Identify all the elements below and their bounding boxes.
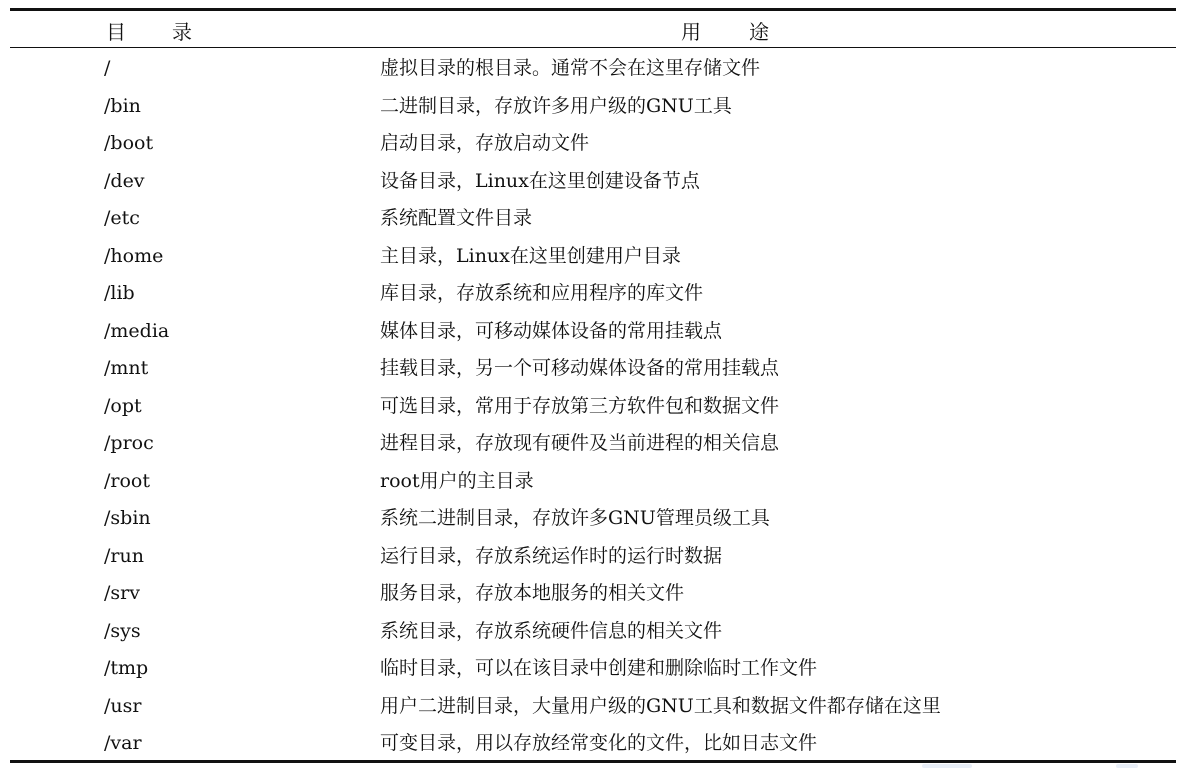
directory-cell: /proc bbox=[104, 432, 154, 454]
usage-cell: 二进制目录，存放许多用户级的GNU工具 bbox=[380, 94, 732, 117]
directory-cell: / bbox=[104, 57, 111, 79]
directory-cell: /run bbox=[104, 544, 144, 567]
usage-cell: root用户的主目录 bbox=[380, 469, 534, 492]
table-row bbox=[10, 538, 1176, 576]
table-header-rule bbox=[10, 47, 1176, 48]
directory-cell: /boot bbox=[104, 132, 154, 154]
header-usage: 用途 bbox=[681, 20, 817, 44]
usage-cell: 设备目录，Linux在这里创建设备节点 bbox=[380, 169, 700, 192]
table-row bbox=[10, 350, 1176, 388]
directory-cell: /sys bbox=[104, 619, 141, 642]
directory-cell: /home bbox=[104, 244, 164, 267]
usage-cell: 系统二进制目录，存放许多GNU管理员级工具 bbox=[380, 507, 770, 529]
directory-cell: /dev bbox=[104, 169, 145, 192]
table-row bbox=[10, 275, 1176, 313]
table-body bbox=[10, 50, 1176, 763]
table-header bbox=[10, 12, 1176, 46]
usage-cell: 库目录，存放系统和应用程序的库文件 bbox=[380, 282, 704, 304]
header-directory: 目录 bbox=[106, 20, 238, 44]
usage-cell: 用户二进制目录，大量用户级的GNU工具和数据文件都存储在这里 bbox=[380, 694, 941, 717]
usage-cell: 虚拟目录的根目录。通常不会在这里存储文件 bbox=[380, 57, 761, 79]
directory-cell: /mnt bbox=[104, 357, 149, 379]
usage-cell: 可变目录，用以存放经常变化的文件，比如日志文件 bbox=[380, 732, 818, 754]
usage-cell: 服务目录，存放本地服务的相关文件 bbox=[380, 582, 685, 604]
directory-cell: /sbin bbox=[104, 507, 151, 529]
usage-cell: 媒体目录，可移动媒体设备的常用挂载点 bbox=[380, 319, 723, 342]
decorative-mark bbox=[1116, 764, 1138, 768]
table-top-rule bbox=[10, 8, 1176, 11]
table-row bbox=[10, 575, 1176, 613]
table-row bbox=[10, 613, 1176, 651]
table-row bbox=[10, 725, 1176, 763]
table-row bbox=[10, 238, 1176, 276]
table-row bbox=[10, 313, 1176, 351]
table-row bbox=[10, 200, 1176, 238]
usage-cell: 挂载目录，另一个可移动媒体设备的常用挂载点 bbox=[380, 357, 780, 379]
directory-cell: /lib bbox=[104, 282, 135, 304]
table-row bbox=[10, 500, 1176, 538]
usage-cell: 主目录，Linux在这里创建用户目录 bbox=[380, 244, 681, 267]
usage-cell: 进程目录，存放现有硬件及当前进程的相关信息 bbox=[380, 432, 780, 454]
directory-cell: /media bbox=[104, 319, 170, 342]
table-row bbox=[10, 425, 1176, 463]
table-row bbox=[10, 688, 1176, 726]
table-row bbox=[10, 388, 1176, 426]
directory-cell: /root bbox=[104, 469, 150, 492]
table-row bbox=[10, 50, 1176, 88]
usage-cell: 启动目录，存放启动文件 bbox=[380, 132, 590, 154]
usage-cell: 临时目录，可以在该目录中创建和删除临时工作文件 bbox=[380, 657, 818, 679]
directory-cell: /var bbox=[104, 732, 142, 754]
directory-cell: /bin bbox=[104, 94, 141, 117]
usage-cell: 可选目录，常用于存放第三方软件包和数据文件 bbox=[380, 394, 780, 417]
table-row bbox=[10, 650, 1176, 688]
usage-cell: 运行目录，存放系统运作时的运行时数据 bbox=[380, 544, 723, 567]
directory-cell: /usr bbox=[104, 694, 142, 717]
usage-cell: 系统目录，存放系统硬件信息的相关文件 bbox=[380, 619, 723, 642]
table-row bbox=[10, 163, 1176, 201]
directory-cell: /opt bbox=[104, 394, 142, 417]
directory-cell: /etc bbox=[104, 207, 140, 229]
table-row bbox=[10, 463, 1176, 501]
table-bottom-rule bbox=[10, 760, 1176, 763]
directory-cell: /srv bbox=[104, 582, 140, 604]
usage-cell: 系统配置文件目录 bbox=[380, 207, 533, 229]
table-row bbox=[10, 125, 1176, 163]
directory-cell: /tmp bbox=[104, 657, 149, 679]
table-row bbox=[10, 88, 1176, 126]
decorative-mark bbox=[922, 764, 972, 768]
